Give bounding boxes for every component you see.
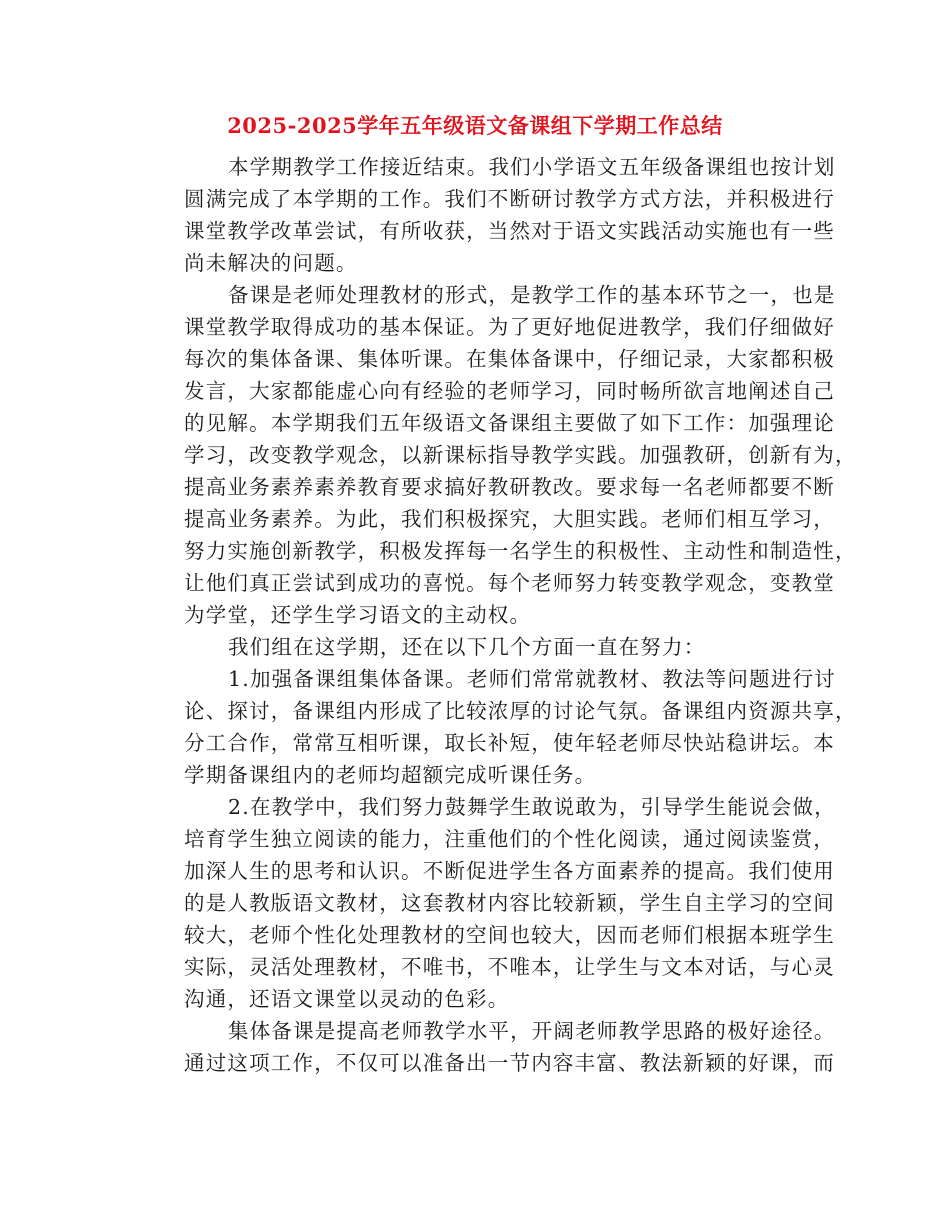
text-line: 的见解。本学期我们五年级语文备课组主要做了如下工作：加强理论 <box>184 411 835 435</box>
paragraph-collective-prep <box>143 1015 836 1079</box>
text-line: 分工合作，常常互相听课，取长补短，使年轻老师尽快站稳讲坛。本 <box>184 731 835 755</box>
text-line: 加深人生的思考和认识。不断促进学生各方面素养的提高。我们使用 <box>184 859 835 883</box>
text-line: 通过这项工作，不仅可以准备出一节内容丰富、教法新颖的好课，而 <box>184 1051 835 1075</box>
text-line: 沟通，还语文课堂以灵动的色彩。 <box>184 987 510 1011</box>
text-line: 我们组在这学期，还在以下几个方面一直在努力： <box>228 635 706 659</box>
paragraph-efforts-intro <box>143 631 807 663</box>
text-line: 让他们真正尝试到成功的喜悦。每个老师努力转变教学观念，变教堂 <box>184 571 835 595</box>
text-line: 圆满完成了本学期的工作。我们不断研讨教学方式方法，并积极进行 <box>184 187 835 211</box>
text-line: 集体备课是提高老师教学水平，开阔老师教学思路的极好途径。 <box>228 1019 836 1043</box>
text-line: 尚未解决的问题。 <box>184 251 358 275</box>
text-line: 实际，灵活处理教材，不唯书，不唯本，让学生与文本对话，与心灵 <box>184 955 835 979</box>
paragraph-item-1 <box>143 663 857 791</box>
text-line: 每次的集体备课、集体听课。在集体备课中，仔细记录，大家都积极 <box>184 347 835 371</box>
text-line: 学习，改变教学观念，以新课标指导教学实践。加强教研，创新有为， <box>184 443 857 467</box>
paragraph-intro <box>143 151 836 279</box>
text-line: 发言，大家都能虚心向有经验的老师学习，同时畅所欲言地阐述自己 <box>184 379 835 403</box>
text-line: 课堂教学取得成功的基本保证。为了更好地促进教学，我们仔细做好 <box>184 315 835 339</box>
text-line: 2.在教学中，我们努力鼓舞学生敢说敢为，引导学生能说会做， <box>228 795 836 819</box>
text-line: 课堂教学改革尝试，有所收获，当然对于语文实践活动实施也有一些 <box>184 219 835 243</box>
text-line: 为学堂，还学生学习语文的主动权。 <box>184 603 532 627</box>
text-line: 培育学生独立阅读的能力，注重他们的个性化阅读，通过阅读鉴赏， <box>184 827 835 851</box>
text-line: 努力实施创新教学，积极发挥每一名学生的积极性、主动性和制造性， <box>184 539 857 563</box>
paragraph-lesson-prep <box>143 279 857 631</box>
paragraph-item-2 <box>143 791 836 1015</box>
document-title: 2025-2025学年五年级语文备课组下学期工作总结 <box>227 113 723 138</box>
text-line: 本学期教学工作接近结束。我们小学语文五年级备课组也按计划 <box>228 155 836 179</box>
text-line: 提高业务素养。为此，我们积极探究，大胆实践。老师们相互学习， <box>184 507 835 531</box>
text-line: 1.加强备课组集体备课。老师们常常就教材、教法等问题进行讨 <box>228 667 836 691</box>
text-line: 学期备课组内的老师均超额完成听课任务。 <box>184 763 597 787</box>
text-line: 提高业务素养素养教育要求搞好教研教改。要求每一名老师都要不断 <box>184 475 835 499</box>
text-line: 备课是老师处理教材的形式，是教学工作的基本环节之一，也是 <box>228 283 836 307</box>
text-line: 较大，老师个性化处理教材的空间也较大，因而老师们根据本班学生 <box>184 923 835 947</box>
document-body <box>143 151 857 1079</box>
text-line: 的是人教版语文教材，这套教材内容比较新颖，学生自主学习的空间 <box>184 891 835 915</box>
text-line: 论、探讨，备课组内形成了比较浓厚的讨论气氛。备课组内资源共享， <box>184 699 857 723</box>
